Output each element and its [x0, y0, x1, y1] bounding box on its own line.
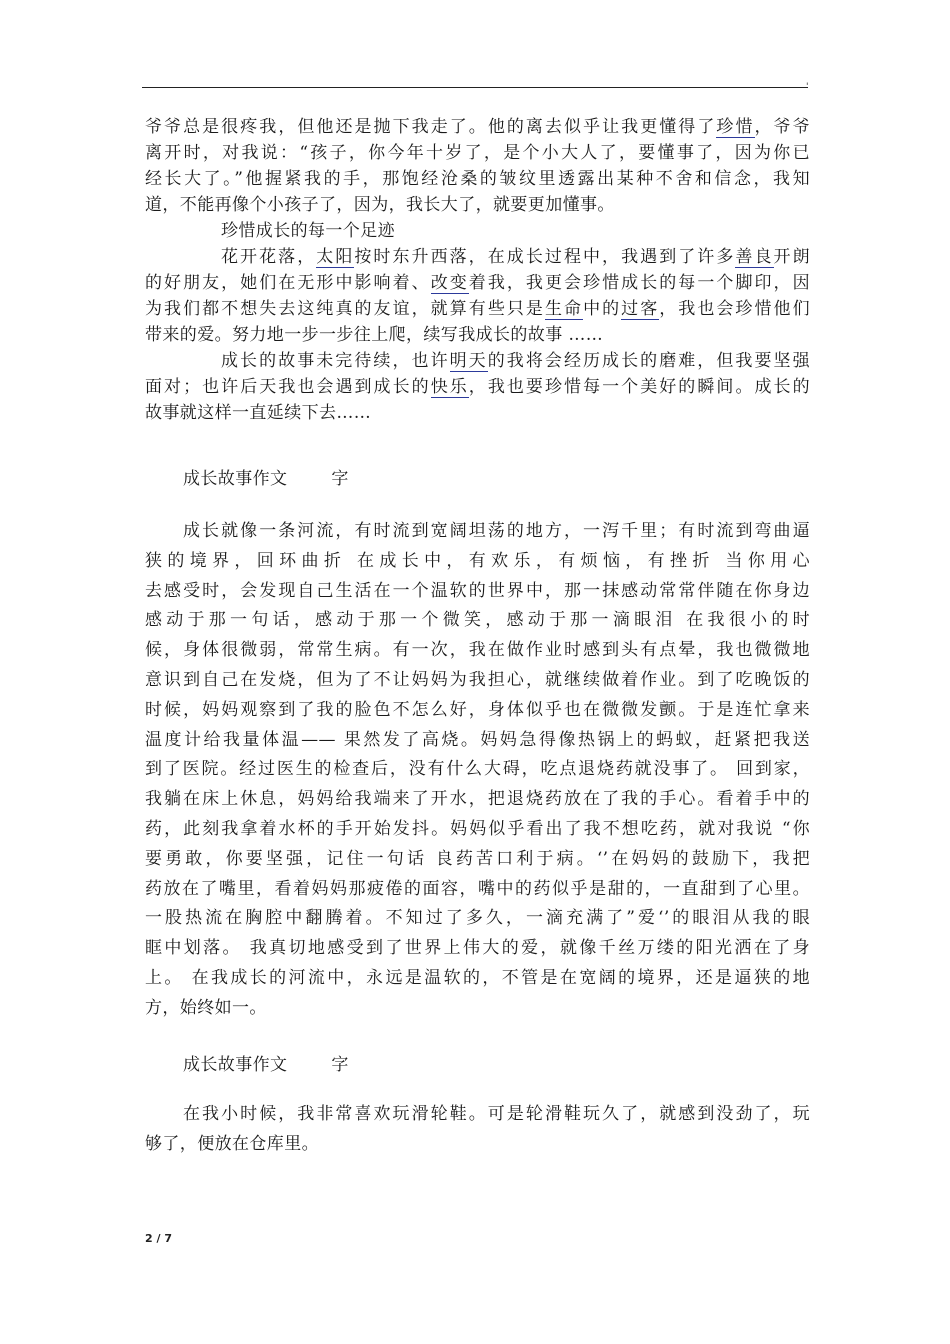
text-line [145, 114, 810, 140]
text-line [145, 374, 810, 400]
text-span: 按时东升西落，在成长过程中，我遇到了许多 [354, 247, 736, 267]
text-line: 狭的境界，回环曲折 在成长中，有欢乐，有烦恼，有挫折 当你用心 [145, 550, 810, 571]
linked-word[interactable]: 善良 [735, 247, 774, 267]
text-line [221, 348, 810, 374]
text-line: 药放在了嘴里，看着妈妈那疲倦的面容，嘴中的药似乎是甜的，一直甜到了心里。 [145, 878, 810, 899]
section-title [183, 466, 349, 492]
text-line: 经长大了。”他握紧我的手，那饱经沧桑的皱纹里透露出某种不舍和信念，我知 [145, 169, 810, 189]
text-line: 感动于那一句话，感动于那一个微笑，感动于那一滴眼泪 在我很小的时 [145, 610, 810, 631]
text-line: 道，不能再像个小孩子了，因为，我长大了，就要更加懂事。 [145, 195, 615, 215]
text-span: 花开花落， [221, 247, 317, 267]
section-heading: 珍惜成长的每一个足迹 [221, 221, 395, 241]
text-span: 着我，我更会珍惜成长的每一个脚印，因 [468, 273, 810, 293]
section-title-suffix: 字 [331, 469, 349, 489]
text-line: 眶中划落。 我真切地感受到了世界上伟大的爱，就像千丝万缕的阳光洒在了身 [145, 938, 810, 959]
linked-word[interactable]: 过客 [621, 299, 660, 319]
text-span: 的我将会经历成长的磨难，但我要坚强 [487, 351, 810, 371]
text-line [145, 270, 810, 296]
linked-word[interactable]: 明天 [449, 351, 488, 371]
text-span: 中的 [583, 299, 622, 319]
text-line: 成长就像一条河流，有时流到宽阔坦荡的地方，一泻千里；有时流到弯曲逼 [183, 521, 810, 541]
text-line: 够了，便放在仓库里。 [145, 1134, 319, 1154]
text-line: 候，身体很微弱，常常生病。有一次，我在做作业时感到头有点晕，我也微微地 [145, 640, 810, 661]
linked-word[interactable]: 太阳 [316, 247, 355, 267]
text-line: 带来的爱。努力地一步一步往上爬，续写我成长的故事 …… [145, 325, 604, 345]
text-span: ，我也要珍惜每一个美好的瞬间。成长的 [468, 377, 810, 397]
text-span: 爷爷总是很疼我，但他还是抛下我走了。他的离去似乎让我更懂得了 [145, 117, 717, 137]
text-span: 开朗 [773, 247, 810, 267]
text-line: 到了医院。经过医生的检查后，没有什么大碍，吃点退烧药就没事了。 回到家， [145, 759, 810, 780]
text-span: 面对；也许后天我也会遇到成长的 [145, 377, 431, 397]
text-span: 的好朋友，她们在无形中影响着、 [145, 273, 431, 293]
text-line: 我躺在床上休息，妈妈给我端来了开水，把退烧药放在了我的手心。看着手中的 [145, 789, 810, 810]
text-line: 离开时，对我说：“孩子，你今年十岁了，是个小大人了，要懂事了，因为你已 [145, 143, 810, 163]
page-number: 2 / 7 [145, 1232, 172, 1245]
text-line: 一股热流在胸腔中翻腾着。不知过了多久，一滴充满了”爱‘’的眼泪从我的眼 [145, 908, 810, 929]
text-line: 故事就这样一直延续下去…… [145, 403, 372, 423]
text-line: 意识到自己在发烧，但为了不让妈妈为我担心，就继续做着作业。到了吃晚饭的 [145, 670, 810, 690]
text-line: 上。 在我成长的河流中，永远是温软的，不管是在宽阔的境界，还是逼狭的地 [145, 968, 810, 988]
text-line: 在我小时候，我非常喜欢玩滑轮鞋。可是轮滑鞋玩久了，就感到没劲了，玩 [183, 1104, 810, 1124]
text-span: ，爷爷 [754, 117, 810, 137]
text-line: 时候，妈妈观察到了我的脸色不怎么好，身体似乎也在微微发颤。于是连忙拿来 [145, 699, 810, 720]
text-line: 去感受时，会发现自己生活在一个温软的世界中，那一抹感动常常伴随在你身边 [145, 580, 810, 601]
text-span: 成长的故事未完待续，也许 [221, 351, 450, 371]
header-rule-mark: ' [806, 82, 809, 92]
text-span: ，我也会珍惜他们 [659, 299, 810, 319]
section-title-suffix: 字 [331, 1055, 349, 1075]
section-title [183, 1052, 349, 1078]
text-span: 为我们都不想失去这纯真的友谊，就算有些只是 [145, 299, 545, 319]
header-rule [142, 87, 808, 88]
text-line [221, 244, 810, 270]
text-line: 要勇敢，你要坚强，记住一句话 良药苦口利于病。‘’在妈妈的鼓励下，我把 [145, 848, 810, 869]
linked-word[interactable]: 快乐 [430, 377, 469, 397]
text-line: 药，此刻我拿着水杯的手开始发抖。妈妈似乎看出了我不想吃药，就对我说 “你 [145, 819, 810, 839]
section-title-text: 成长故事作文 [183, 469, 288, 489]
linked-word[interactable]: 珍惜 [716, 117, 755, 137]
linked-word[interactable]: 生命 [544, 299, 584, 319]
linked-word[interactable]: 改变 [430, 273, 469, 293]
section-title-text: 成长故事作文 [183, 1055, 288, 1075]
text-line: 温度计给我量体温—— 果然发了高烧。妈妈急得像热锅上的蚂蚁，赶紧把我送 [145, 729, 810, 750]
text-line: 方，始终如一。 [145, 997, 267, 1018]
text-line [145, 296, 810, 322]
